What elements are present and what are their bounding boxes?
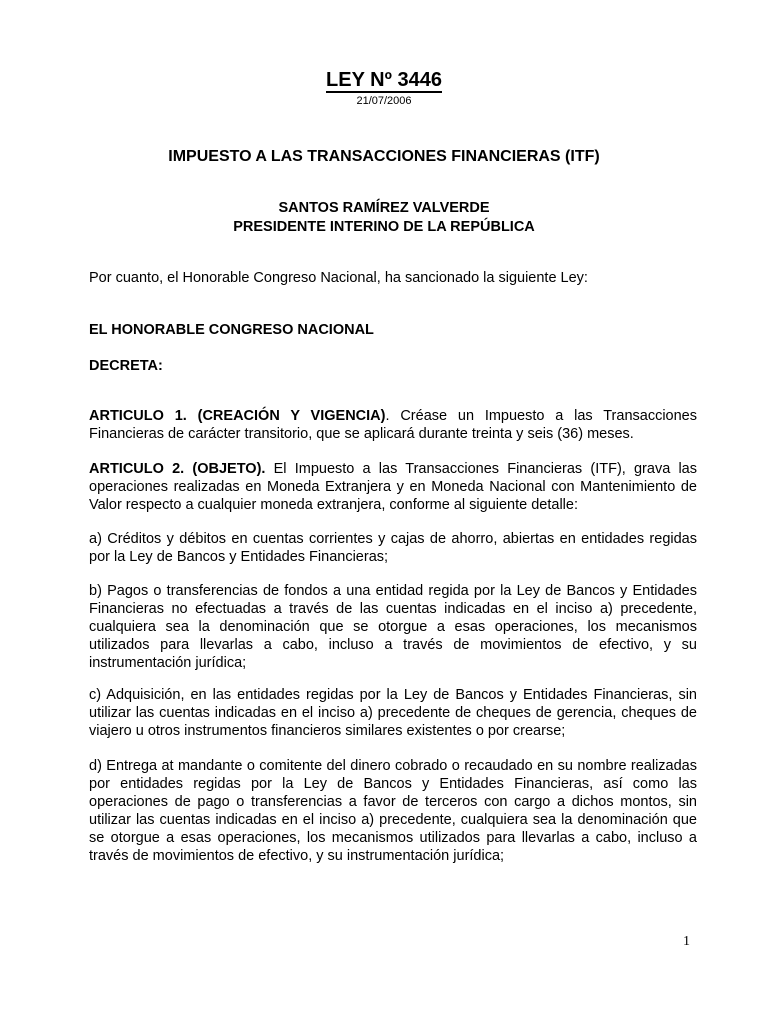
page-number: 1 (683, 934, 690, 949)
article-2-heading: ARTICULO 2. (OBJETO). (89, 461, 266, 477)
item-c-paragraph: c) Adquisición, en las entidades regidas por la Ley de Bancos y Entidades Financieras, sin utilizar las cuentas indicadas en el inciso a) precedente de cheques de gerencia, cheques de viajero u otros instrumentos financieros similares existentes o por crearse; (89, 687, 697, 739)
law-title-text: LEY Nº 3446 (326, 69, 442, 91)
law-subject: IMPUESTO A LAS TRANSACCIONES FINANCIERAS (ITF) (168, 148, 600, 165)
article-2-text: El Impuesto a las Transacciones Financieras (ITF), grava las operaciones realizadas en Moneda Extranjera y en Moneda Nacional con Mantenimiento de Valor respecto a cualquier moneda extranjera, conforme al siguiente detalle: (89, 461, 697, 513)
congress-heading-text: EL HONORABLE CONGRESO NACIONAL (89, 322, 374, 338)
article-1-heading: ARTICULO 1. (CREACIÓN Y VIGENCIA) (89, 408, 386, 424)
article-1-paragraph (89, 407, 697, 443)
law-title (0, 68, 768, 92)
president-title: PRESIDENTE INTERINO DE LA REPÚBLICA (233, 219, 535, 235)
president-name: SANTOS RAMÍREZ VALVERDE (278, 200, 490, 216)
decreta-heading-text: DECRETA: (89, 358, 163, 374)
congress-heading (89, 321, 697, 339)
article-2-paragraph (89, 460, 697, 514)
president-block (0, 199, 768, 237)
item-d-paragraph: d) Entrega at mandante o comitente del dinero cobrado o recaudado en su nombre realizadas por entidades regidas por la Ley de Bancos y Entidades Financieras, así como las operaciones de pago o transferencias a favor de terceros con cargo a dichos montos, sin utilizar las cuentas indicadas en el inciso a) precedente, cualquiera sea la denominación que se otorgue a esas operaciones, los mecanismos utilizados para llevarlas a cabo, incluso a través de movimientos de efectivo, y su instrumentación jurídica; (89, 758, 697, 864)
item-b-paragraph: b) Pagos o transferencias de fondos a una entidad regida por la Ley de Bancos y Entidades Financieras no efectuadas a través de las cuentas indicadas en el inciso a) precedente, cualquiera sea la denominación que se otorgue a esas operaciones, los mecanismos utilizados para llevarlas a cabo, incluso a través de movimientos de efectivo, y su instrumentación jurídica; (89, 583, 697, 671)
preamble-paragraph: Por cuanto, el Honorable Congreso Nacional, ha sancionado la siguiente Ley: (89, 270, 588, 286)
law-date: 21/07/2006 (356, 95, 412, 107)
item-a-paragraph: a) Créditos y débitos en cuentas corrientes y cajas de ahorro, abiertas en entidades regidas por la Ley de Bancos y Entidades Financieras; (89, 531, 697, 565)
decreta-heading (89, 357, 697, 375)
article-1-text: . Créase un Impuesto a las Transacciones Financieras de carácter transitorio, que se aplicará durante treinta y seis (36) meses. (89, 408, 697, 442)
